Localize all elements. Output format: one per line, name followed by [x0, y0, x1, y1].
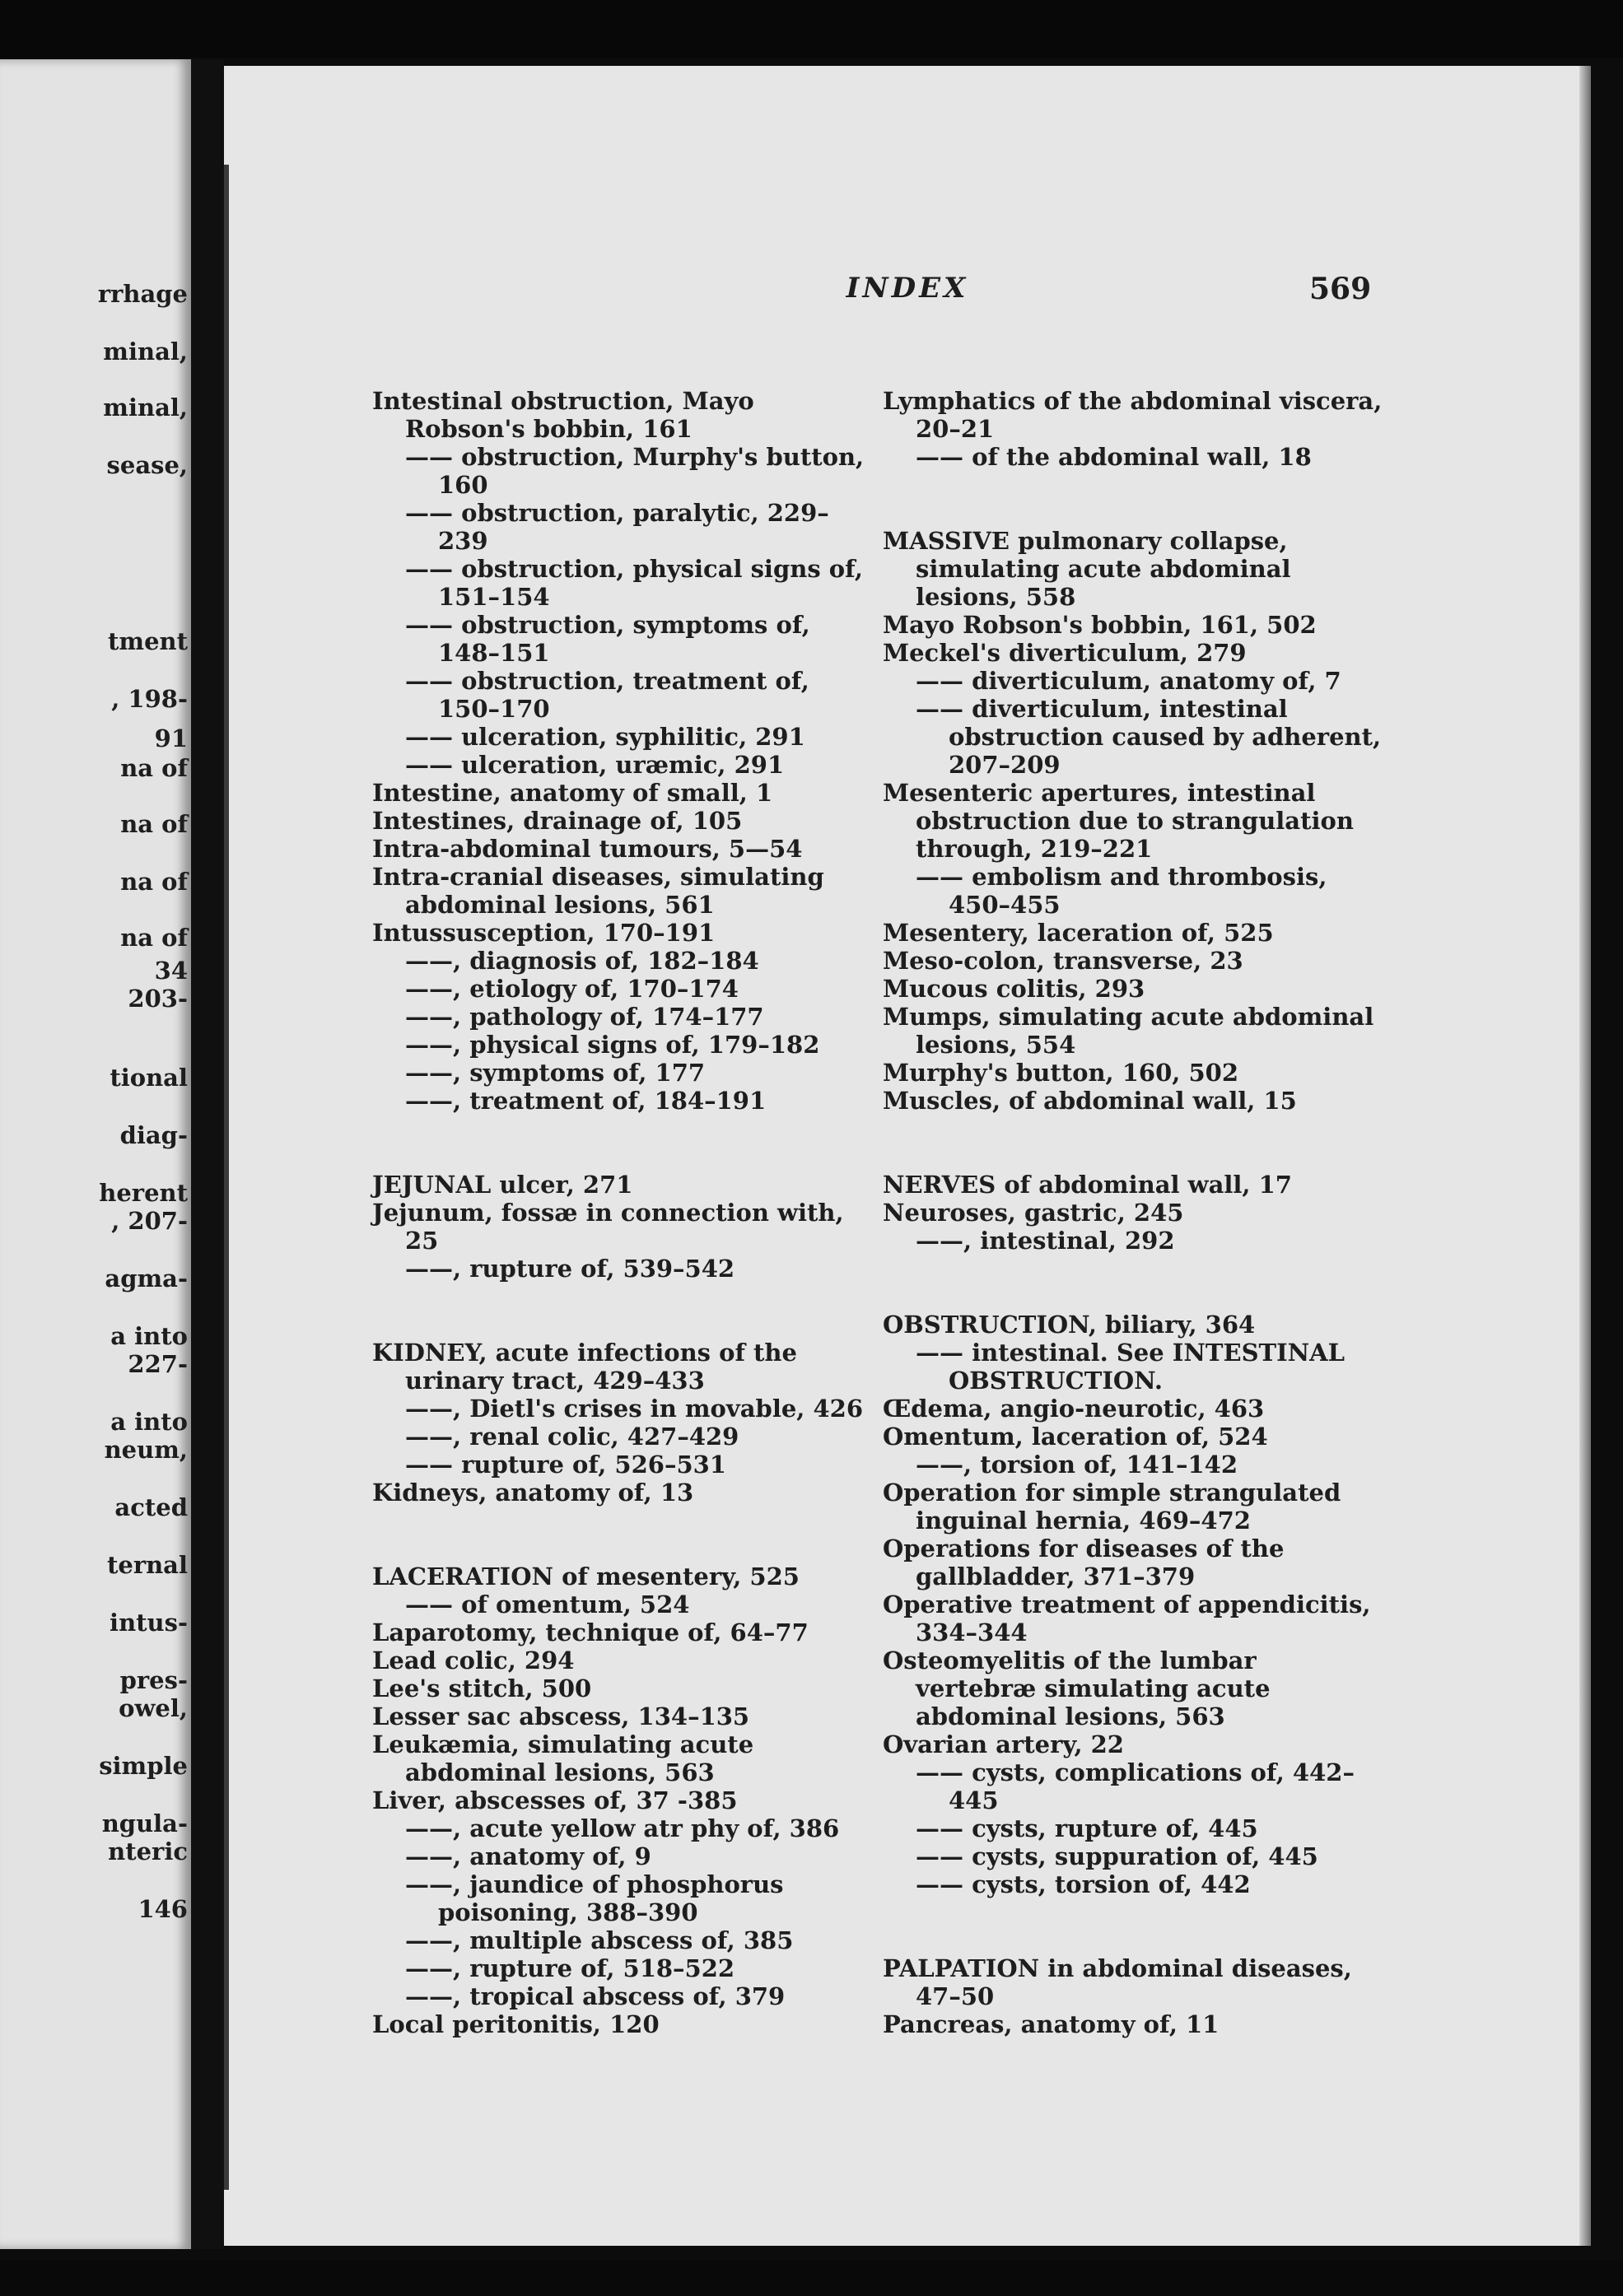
index-entry: Local peritonitis, 120 [372, 2010, 660, 2038]
index-entry: Intestines, drainage of, 105 [372, 807, 743, 835]
index-subentry: —— obstruction, Murphy's button, 160 [405, 443, 865, 499]
index-subentry: —— cysts, suppuration of, 445 [916, 1842, 1318, 1870]
index-entry: Œdema, angio-neurotic, 463 [883, 1395, 1265, 1423]
index-subentry: ——, tropical abscess of, 379 [405, 1982, 786, 2010]
index-subentry: —— obstruction, symptoms of, 148–151 [405, 611, 810, 667]
index-entry: JEJUNAL ulcer, 271 [372, 1171, 633, 1199]
book-gutter [191, 59, 224, 2249]
index-subentry: —— ulceration, syphilitic, 291 [405, 723, 805, 751]
index-entry: Mesentery, laceration of, 525 [883, 919, 1274, 947]
index-entry: Leukæmia, simulating acute abdominal lesions, 563 [372, 1730, 754, 1786]
facing-page-text-fragment: agma- [105, 1264, 188, 1292]
index-entry: Omentum, laceration of, 524 [883, 1423, 1268, 1451]
index-subentry: —— rupture of, 526–531 [405, 1451, 726, 1479]
page-binding-shadow [224, 165, 229, 2190]
scan-top-border [0, 0, 1623, 58]
index-entry: Lesser sac abscess, 134–135 [372, 1702, 750, 1730]
section-gap [372, 1507, 874, 1562]
page-edge [1579, 66, 1591, 2246]
facing-page-text-fragment: neum, [104, 1436, 188, 1464]
facing-page-text-fragment: 146 [138, 1895, 188, 1923]
scan-bottom-border [0, 2260, 1623, 2296]
index-subentry: —— cysts, complications of, 442–445 [916, 1758, 1355, 1814]
section-gap [883, 1255, 1385, 1311]
facing-page-text-fragment: minal, [103, 394, 188, 421]
facing-page-text-fragment: owel, [119, 1694, 188, 1722]
index-subentry: ——, intestinal, 292 [916, 1227, 1175, 1255]
index-subentry: —— cysts, rupture of, 445 [916, 1814, 1258, 1842]
index-entry: Intussusception, 170–191 [372, 919, 716, 947]
index-subentry: ——, torsion of, 141–142 [916, 1451, 1238, 1479]
index-subentry: —— of omentum, 524 [405, 1590, 690, 1618]
index-subentry: ——, pathology of, 174–177 [405, 1003, 764, 1031]
index-entry: Operations for diseases of the gallbladder, 371–379 [883, 1535, 1285, 1590]
index-entry: OBSTRUCTION, biliary, 364 [883, 1311, 1256, 1339]
facing-page-text-fragment: herent [99, 1179, 188, 1207]
index-entry: Lead colic, 294 [372, 1646, 575, 1674]
index-entry: Intra-cranial diseases, simulating abdominal lesions, 561 [372, 863, 824, 919]
index-column-right [883, 387, 1385, 2038]
index-entry: Meckel's diverticulum, 279 [883, 639, 1247, 667]
index-entry: Murphy's button, 160, 502 [883, 1059, 1239, 1087]
index-subentry: ——, anatomy of, 9 [405, 1842, 651, 1870]
facing-page-text-fragment: a into [110, 1322, 188, 1350]
index-entry: Meso-colon, transverse, 23 [883, 947, 1243, 975]
index-subentry: —— ulceration, uræmic, 291 [405, 751, 785, 779]
facing-page-text-fragment: a into [110, 1408, 188, 1436]
index-page [224, 66, 1591, 2246]
index-entry: Intra-abdominal tumours, 5—54 [372, 835, 803, 863]
index-entry: Mayo Robson's bobbin, 161, 502 [883, 611, 1317, 639]
facing-page-text-fragment: na of [120, 754, 188, 782]
running-head [224, 255, 1541, 305]
page-title: INDEX [846, 272, 969, 305]
index-entry: Lymphatics of the abdominal viscera, 20–21 [883, 387, 1383, 443]
facing-page-text-fragment: nteric [108, 1837, 188, 1865]
section-gap [372, 1283, 874, 1339]
index-subentry: —— obstruction, physical signs of, 151–154 [405, 555, 864, 611]
facing-page-text-fragment: na of [120, 868, 188, 896]
index-entry: Mesenteric apertures, intestinal obstruction due to strangulation through, 219–221 [883, 779, 1354, 863]
index-entry: Mucous colitis, 293 [883, 975, 1145, 1003]
facing-page-text-fragment: 227- [128, 1350, 188, 1378]
index-subentry: ——, acute yellow atr phy of, 386 [405, 1814, 840, 1842]
index-subentry: ——, multiple abscess of, 385 [405, 1926, 794, 1954]
index-entry: KIDNEY, acute infections of the urinary tract, 429–433 [372, 1339, 797, 1395]
facing-page-text-fragment: , 207- [111, 1207, 188, 1235]
index-entry: Jejunum, fossæ in connection with, 25 [372, 1199, 844, 1255]
facing-page-text-fragment: ngula- [101, 1809, 188, 1837]
facing-page-text-fragment: 34 [154, 957, 188, 985]
facing-page-text-fragment: na of [120, 924, 188, 952]
index-subentry: ——, Dietl's crises in movable, 426 [405, 1395, 864, 1423]
index-entry: Intestine, anatomy of small, 1 [372, 779, 773, 807]
index-entry: Lee's stitch, 500 [372, 1674, 592, 1702]
facing-page-text-fragment: tment [107, 627, 188, 655]
index-entry: Liver, abscesses of, 37 -385 [372, 1786, 738, 1814]
index-subentry: —— cysts, torsion of, 442 [916, 1870, 1251, 1898]
facing-page-text-fragment: ternal [106, 1551, 188, 1579]
index-entry: Mumps, simulating acute abdominal lesions, 554 [883, 1003, 1374, 1059]
index-entry: NERVES of abdominal wall, 17 [883, 1171, 1292, 1199]
index-subentry: ——, rupture of, 518–522 [405, 1954, 735, 1982]
index-entry: PALPATION in abdominal diseases, 47–50 [883, 1954, 1352, 2010]
facing-page-text-fragment: rrhage [97, 280, 188, 308]
index-entry: Pancreas, anatomy of, 11 [883, 2010, 1220, 2038]
page-number: 569 [1309, 272, 1372, 306]
facing-page-text-fragment: minal, [103, 338, 188, 366]
index-subentry: ——, symptoms of, 177 [405, 1059, 706, 1087]
index-entry: Intestinal obstruction, Mayo Robson's bobbin, 161 [372, 387, 754, 443]
index-entry: Operation for simple strangulated inguinal hernia, 469–472 [883, 1479, 1341, 1535]
index-entry: MASSIVE pulmonary collapse, simulating acute abdominal lesions, 558 [883, 527, 1291, 611]
index-column-left [372, 387, 874, 2038]
facing-page-text-fragment: , 198- [111, 685, 188, 713]
facing-page-fragment [0, 59, 191, 2249]
index-subentry: ——, physical signs of, 179–182 [405, 1031, 820, 1059]
index-entry: Operative treatment of appendicitis, 334–344 [883, 1590, 1371, 1646]
facing-page-text-fragment: na of [120, 810, 188, 838]
index-subentry: —— of the abdominal wall, 18 [916, 443, 1312, 471]
facing-page-text-fragment: tional [110, 1064, 188, 1092]
index-subentry: ——, jaundice of phosphorus poisoning, 388–390 [405, 1870, 784, 1926]
index-entry: Neuroses, gastric, 245 [883, 1199, 1184, 1227]
index-subentry: ——, etiology of, 170–174 [405, 975, 739, 1003]
index-entry: LACERATION of mesentery, 525 [372, 1562, 800, 1590]
section-gap [883, 1115, 1385, 1171]
facing-page-text-fragment: 91 [154, 724, 188, 752]
facing-page-text-fragment: pres- [119, 1666, 188, 1694]
index-subentry: —— diverticulum, intestinal obstruction caused by adherent, 207–209 [916, 695, 1382, 779]
index-subentry: —— embolism and thrombosis, 450–455 [916, 863, 1327, 919]
index-subentry: —— diverticulum, anatomy of, 7 [916, 667, 1341, 695]
index-entry: Kidneys, anatomy of, 13 [372, 1479, 694, 1507]
index-entry: Muscles, of abdominal wall, 15 [883, 1087, 1297, 1115]
index-entry: Laparotomy, technique of, 64–77 [372, 1618, 809, 1646]
section-gap [372, 1115, 874, 1171]
index-subentry: ——, diagnosis of, 182–184 [405, 947, 759, 975]
index-entry: Osteomyelitis of the lumbar vertebræ simulating acute abdominal lesions, 563 [883, 1646, 1271, 1730]
index-subentry: ——, treatment of, 184–191 [405, 1087, 767, 1115]
facing-page-text-fragment: intus- [110, 1609, 188, 1637]
facing-page-text-fragment: simple [99, 1752, 188, 1780]
section-gap [883, 471, 1385, 527]
section-gap [883, 1898, 1385, 1954]
index-entry: Ovarian artery, 22 [883, 1730, 1124, 1758]
index-subentry: ——, renal colic, 427–429 [405, 1423, 739, 1451]
index-subentry: —— intestinal. See INTESTINAL OBSTRUCTION. [916, 1339, 1346, 1395]
facing-page-text-fragment: 203- [128, 985, 188, 1013]
index-subentry: ——, rupture of, 539–542 [405, 1255, 735, 1283]
index-subentry: —— obstruction, treatment of, 150–170 [405, 667, 809, 723]
facing-page-text-fragment: diag- [119, 1121, 188, 1149]
facing-page-text-fragment: sease, [106, 451, 188, 479]
facing-page-text-fragment: acted [114, 1493, 188, 1521]
index-subentry: —— obstruction, paralytic, 229–239 [405, 499, 829, 555]
